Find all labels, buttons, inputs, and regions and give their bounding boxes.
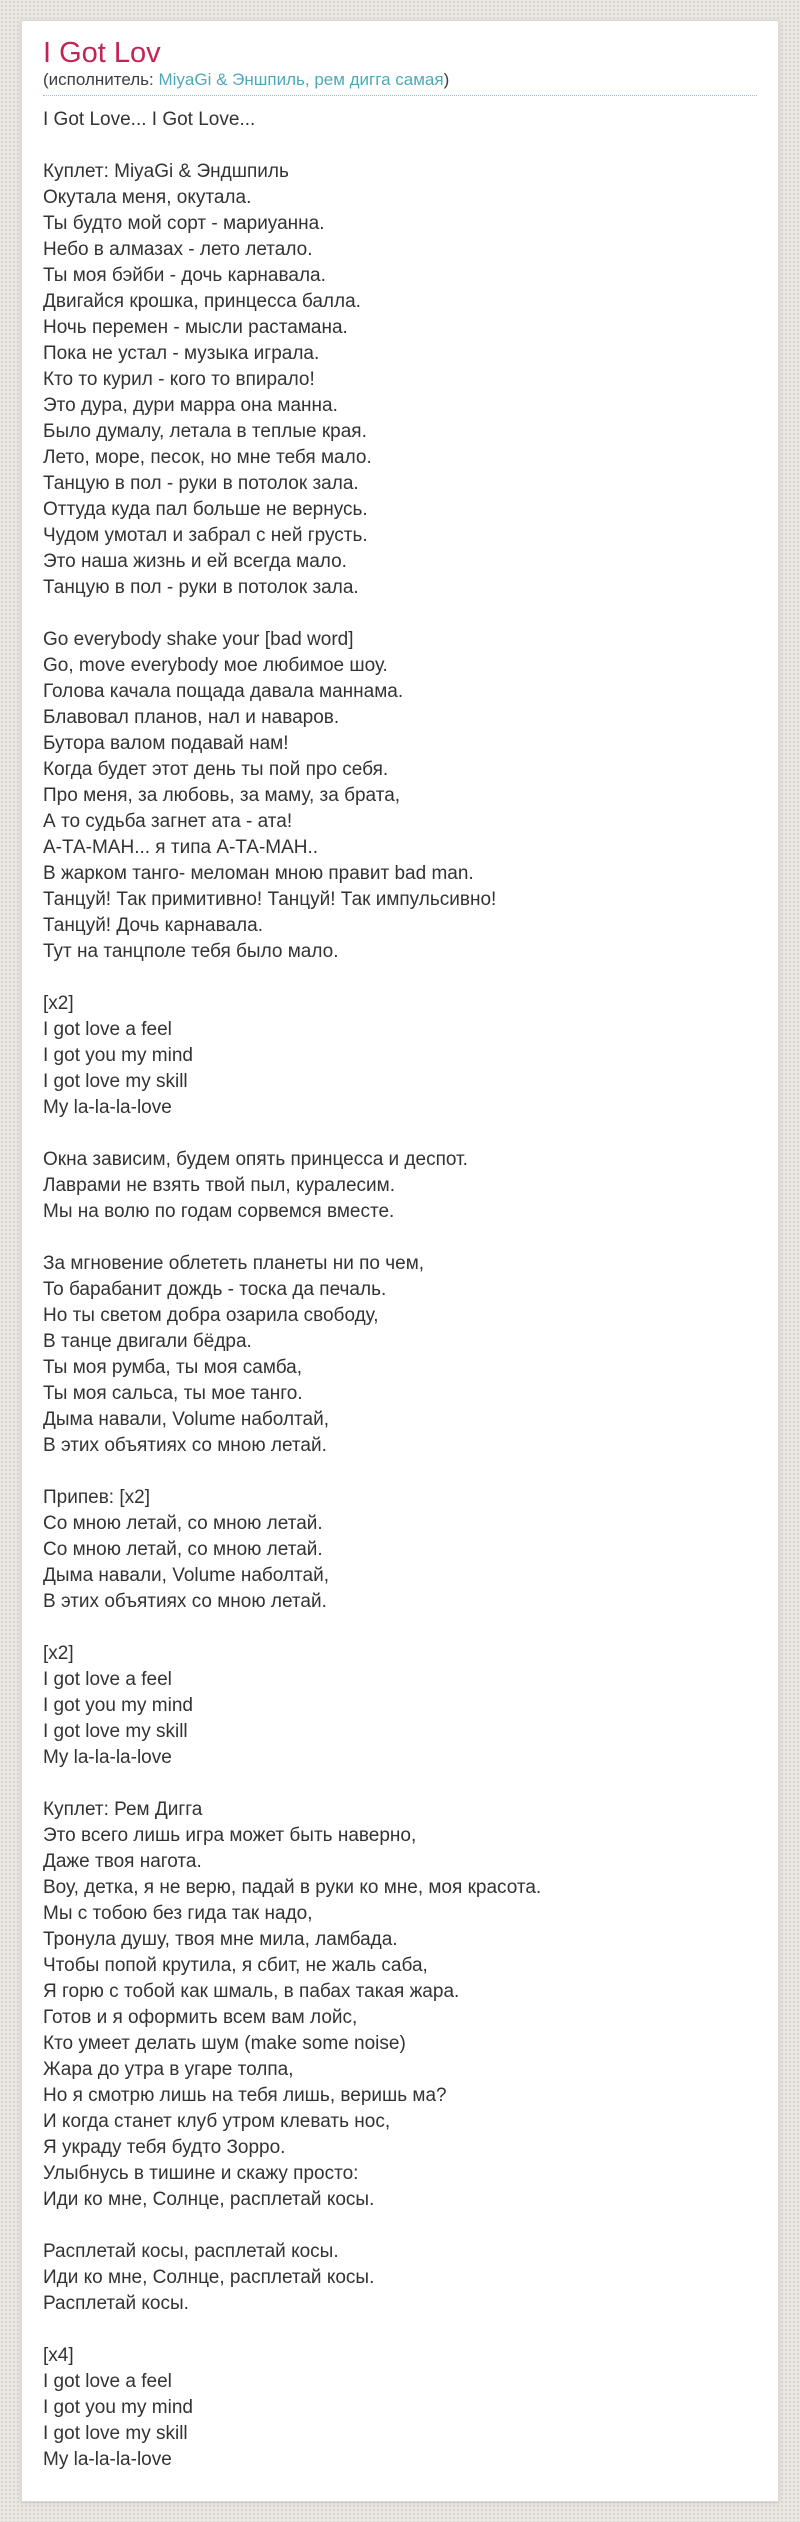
lyric-line: Куплет: MiyaGi & Эндшпиль — [43, 161, 289, 182]
lyric-line: Танцую в пол - руки в потолок зала. — [43, 577, 359, 598]
lyric-line: [x2] — [43, 993, 74, 1014]
lyric-line: А то судьба загнет ата - ата! — [43, 811, 293, 832]
lyric-line: Это дура, дури марра она манна. — [43, 395, 338, 416]
lyric-line: Со мною летай, со мною летай. — [43, 1513, 323, 1534]
lyric-line: I got love a feel — [43, 1019, 172, 1040]
lyric-line: I got you my mind — [43, 1695, 193, 1716]
lyric-line: Со мною летай, со мною летай. — [43, 1539, 323, 1560]
lyric-line: За мгновение облететь планеты ни по чем, — [43, 1253, 425, 1274]
lyric-line: Лаврами не взять твой пыл, куралесим. — [43, 1175, 396, 1196]
lyric-line: Готов и я оформить всем вам лойс, — [43, 2007, 358, 2028]
lyric-line — [43, 1225, 757, 1251]
lyric-line: Тут на танцполе тебя было мало. — [43, 941, 339, 962]
lyric-line: I got love my skill — [43, 2423, 188, 2444]
lyric-line: И когда станет клуб утром клевать нос, — [43, 2111, 391, 2132]
lyric-line: My la-la-la-love — [43, 2449, 172, 2470]
lyric-line: Ты моя бэйби - дочь карнавала. — [43, 265, 326, 286]
lyric-line: My la-la-la-love — [43, 1097, 172, 1118]
lyric-line: Жара до утра в угаре толпа, — [43, 2059, 294, 2080]
lyric-line: Ты моя сальса, ты мое танго. — [43, 1383, 303, 1404]
lyric-line: Расплетай косы. — [43, 2293, 189, 2314]
lyric-line: В этих объятиях со мною летай. — [43, 1591, 327, 1612]
lyric-line: Ночь перемен - мысли растамана. — [43, 317, 348, 338]
lyric-line: Воу, детка, я не верю, падай в руки ко мне, моя красота. — [43, 1877, 542, 1898]
lyric-line: Расплетай косы, расплетай косы. — [43, 2241, 339, 2262]
lyric-line: Про меня, за любовь, за маму, за брата, — [43, 785, 401, 806]
lyric-line: Иди ко мне, Солнце, расплетай косы. — [43, 2267, 375, 2288]
lyric-line — [43, 2317, 757, 2343]
lyric-line: Иди ко мне, Солнце, расплетай косы. — [43, 2189, 375, 2210]
lyric-line — [43, 2213, 757, 2239]
lyric-line: Лето, море, песок, но мне тебя мало. — [43, 447, 372, 468]
lyric-line: Это наша жизнь и ей всегда мало. — [43, 551, 347, 572]
lyric-line: Чудом умотал и забрал с ней грусть. — [43, 525, 368, 546]
lyric-line — [43, 1615, 757, 1641]
lyric-line — [43, 1459, 757, 1485]
lyric-line: Чтобы попой крутила, я сбит, не жаль саба, — [43, 1955, 428, 1976]
lyric-line — [43, 1771, 757, 1797]
lyric-line: [x2] — [43, 1643, 74, 1664]
lyric-line: Ты будто мой сорт - мариуанна. — [43, 213, 325, 234]
lyric-line: В этих объятиях со мною летай. — [43, 1435, 327, 1456]
lyric-line: Голова качала пощада давала маннама. — [43, 681, 404, 702]
lyric-line: То барабанит дождь - тоска да печаль. — [43, 1279, 387, 1300]
lyrics-card — [21, 20, 779, 2502]
lyric-line: I Got Love... I Got Love... — [43, 109, 256, 130]
lyric-line: I got love a feel — [43, 2371, 172, 2392]
lyric-line: Куплет: Рем Дигга — [43, 1799, 203, 1820]
lyric-line: Но я смотрю лишь на тебя лишь, веришь ма? — [43, 2085, 447, 2106]
lyric-line — [43, 133, 757, 159]
lyric-line: Было думалу, летала в теплые края. — [43, 421, 367, 442]
lyric-line: Танцуй! Дочь карнавала. — [43, 915, 263, 936]
lyric-line: Кто умеет делать шум (make some noise) — [43, 2033, 406, 2054]
lyric-line: В танце двигали бёдра. — [43, 1331, 252, 1352]
lyric-line: В жарком танго- меломан мною правит bad man. — [43, 863, 474, 884]
lyric-line: Двигайся крошка, принцесса балла. — [43, 291, 361, 312]
lyric-line: Дыма навали, Volume наболтай, — [43, 1409, 329, 1430]
artist-line — [43, 70, 757, 96]
lyric-line: I got love my skill — [43, 1071, 188, 1092]
lyric-line: Танцую в пол - руки в потолок зала. — [43, 473, 359, 494]
lyric-line: Когда будет этот день ты пой про себя. — [43, 759, 389, 780]
lyric-line: Припев: [x2] — [43, 1487, 150, 1508]
artist-label-close: ) — [443, 70, 450, 89]
lyric-line: Окна зависим, будем опять принцесса и деспот. — [43, 1149, 468, 1170]
lyric-line: I got love a feel — [43, 1669, 172, 1690]
lyric-line: Бутора валом подавай нам! — [43, 733, 289, 754]
artist-link[interactable]: MiyaGi & Эншпиль, рем дигга самая — [158, 70, 444, 89]
lyric-line: Небо в алмазах - лето летало. — [43, 239, 313, 260]
lyric-line — [43, 965, 757, 991]
lyric-line: Но ты светом добра озарила свободу, — [43, 1305, 379, 1326]
lyric-line: I got you my mind — [43, 2397, 193, 2418]
lyric-line: Окутала меня, окутала. — [43, 187, 252, 208]
lyric-line: Танцуй! Так примитивно! Танцуй! Так импульсивно! — [43, 889, 497, 910]
lyric-line: I got you my mind — [43, 1045, 193, 1066]
lyric-line: Go everybody shake your [bad word] — [43, 629, 354, 650]
lyric-line — [43, 601, 757, 627]
lyric-line: А-ТА-МАН... я типа А-ТА-МАН.. — [43, 837, 319, 858]
lyric-line: My la-la-la-love — [43, 1747, 172, 1768]
lyric-line: Даже твоя нагота. — [43, 1851, 202, 1872]
lyric-line: Я украду тебя будто Зорро. — [43, 2137, 286, 2158]
lyric-line: Тронула душу, твоя мне мила, ламбада. — [43, 1929, 398, 1950]
lyric-line — [43, 1121, 757, 1147]
lyric-line: Пока не устал - музыка играла. — [43, 343, 320, 364]
lyric-line: Блавовал планов, нал и наваров. — [43, 707, 340, 728]
lyric-line: Оттуда куда пал больше не вернусь. — [43, 499, 368, 520]
lyric-line: I got love my skill — [43, 1721, 188, 1742]
lyric-line: Я горю с тобой как шмаль, в пабах такая жара. — [43, 1981, 460, 2002]
lyric-line: Улыбнусь в тишине и скажу просто: — [43, 2163, 359, 2184]
lyric-line: Ты моя румба, ты моя самба, — [43, 1357, 303, 1378]
song-title: I Got Lov — [43, 37, 161, 69]
lyric-line: Дыма навали, Volume наболтай, — [43, 1565, 329, 1586]
lyric-line: Мы с тобою без гида так надо, — [43, 1903, 313, 1924]
lyric-line: Go, move everybody мое любимое шоу. — [43, 655, 388, 676]
lyric-line: [x4] — [43, 2345, 74, 2366]
lyric-line: Это всего лишь игра может быть наверно, — [43, 1825, 417, 1846]
artist-label: (исполнитель: — [43, 70, 159, 89]
lyrics-text — [43, 107, 757, 2473]
lyric-line: Мы на волю по годам сорвемся вместе. — [43, 1201, 395, 1222]
lyric-line: Кто то курил - кого то впирало! — [43, 369, 315, 390]
